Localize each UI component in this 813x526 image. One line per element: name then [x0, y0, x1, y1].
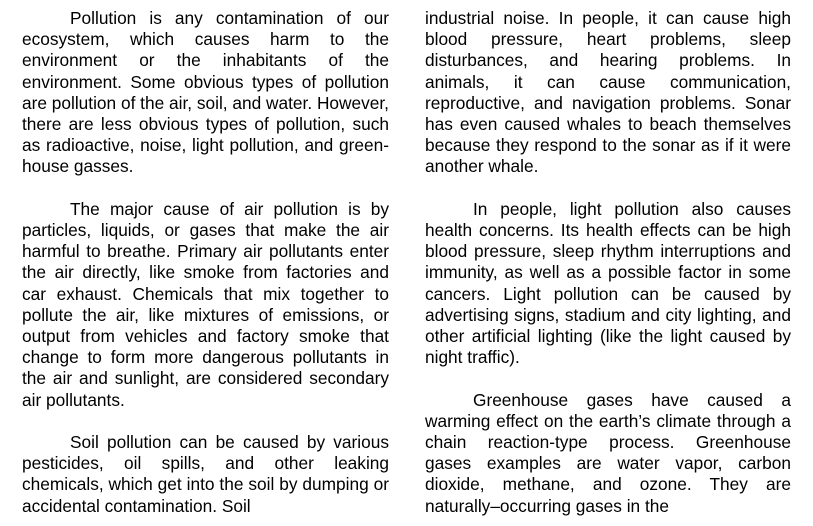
paragraph-air-pollution: The major cause of air pollution is by particles, liquids, or gases that make the air harmful to breathe. Primary air pollutants enter the air directly, like smoke from factories and car exhaust. Chemicals that mix together to pollute the air, like mixtures of emissions, or output from vehicles and factory smoke that change to form more dangerous pollutants in the air and sunlight, are considered secondary air pollutants. [22, 198, 389, 410]
paragraph-greenhouse-gases: Greenhouse gases have caused a warming effect on the earth’s climate through a chain reaction-type process. Greenhouse gases examples are water vapor, carbon dioxide, methane, and ozone. They are naturally–occurring gases in the [425, 389, 791, 516]
paragraph-noise-continuation: industrial noise. In people, it can cause high blood pressure, heart problems, sleep disturbances, and hearing problems. In animals, it can cause communication, reproductive, and navigation problems. Sonar has even caused whales to beach themselves because they respond to the sonar as if it were another whale. [425, 8, 791, 177]
paragraph-soil-pollution: Soil pollution can be caused by various pesticides, oil spills, and other leaking chemicals, which get into the soil by dumping or accidental contamination. Soil [22, 432, 389, 516]
right-column [425, 8, 791, 526]
paragraph-pollution-intro: Pollution is any contamination of our ecosystem, which causes harm to the environment or the inhabitants of the environment. Some obvious types of pollution are pollution of the air, soil, and water. However, there are less obvious types of pollution, such as radioactive, noise, light pollution, and green-house gasses. [22, 8, 389, 177]
paragraph-light-pollution: In people, light pollution also causes health concerns. Its health effects can be high blood pressure, sleep rhythm interruptions and immunity, as well as a possible factor in some cancers. Light pollution can be caused by advertising signs, stadium and city lighting, and other artificial lighting (like the light caused by night traffic). [425, 198, 791, 368]
left-column [22, 8, 389, 526]
